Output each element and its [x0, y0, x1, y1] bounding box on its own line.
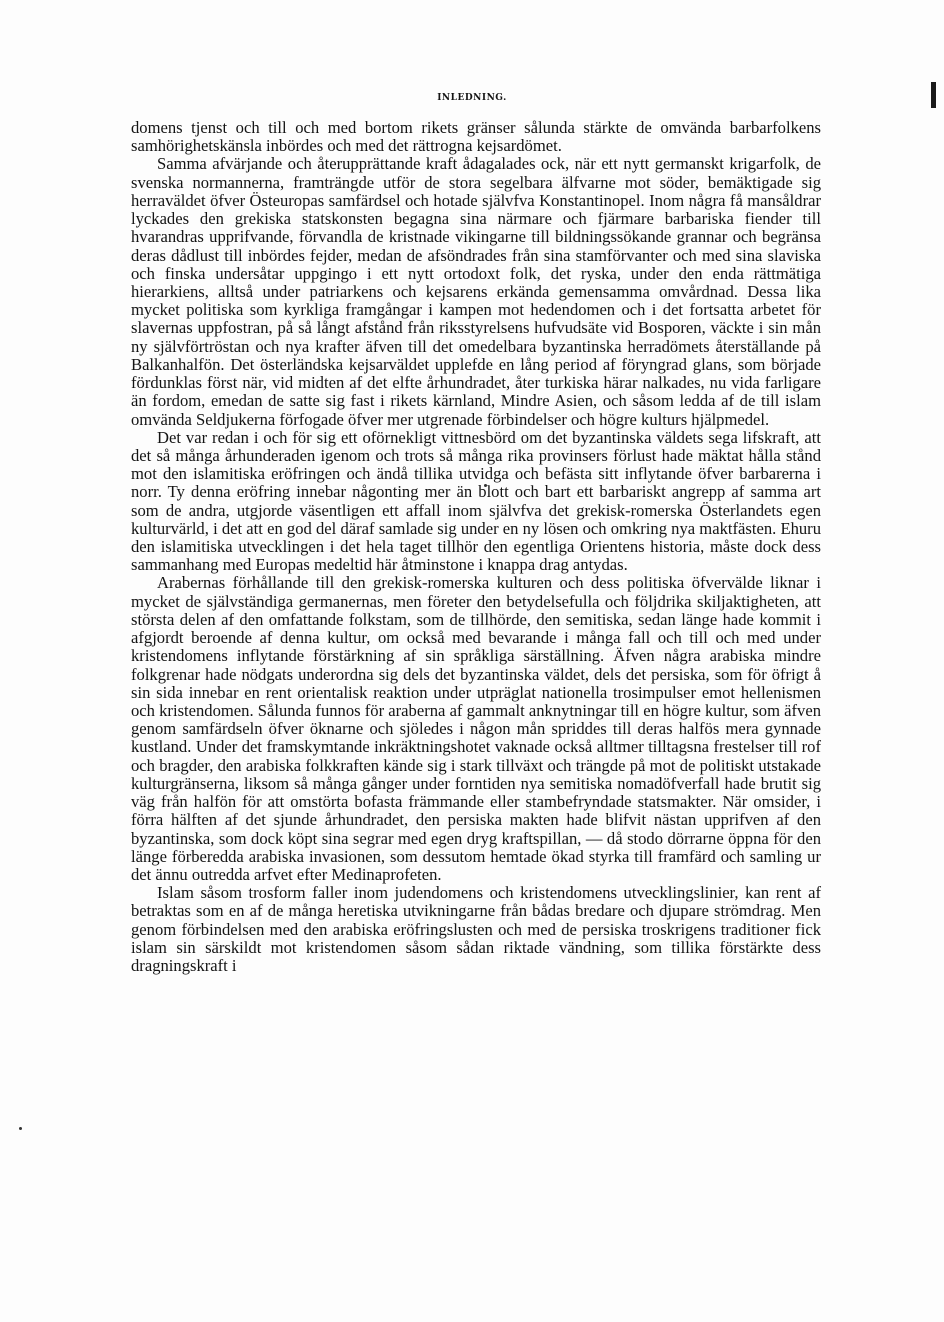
- paragraph: Arabernas förhållande till den grekisk-romerska kulturen och dess politiska öfvervälde liknar i mycket de självständiga germanernas, men företer den betydelsefulla och följdrika skiljaktigheten, att största delen af den omfattande folkstam, som de tillhörde, den semitiska, sedan länge hade kommit i afgjordt beroende af denna kultur, om också med bevarande i många fall och till och med under kristendomens inflytande förstärkning af sin språkliga särställning. Äfven några arabiska mindre folkgrenar hade nödgats underordna sig dels det byzantinska väldet, dels det persiska, som för öfrigt å sin sida innebar en rent orientalisk reaktion under utpräglat nationella trosimpulser emot hellenismen och kristendomen. Sålunda funnos för araberna af gammalt anknytningar till en högre kultur, som äfven genom samfärdseln öfver öknarne och sjöledes i någon mån spriddes till deras halfös mera gynnade kustland. Under det framskymtande inkräktningshotet vaknade också alltmer tilltagsna frestelser till rof och bragder, den arabiska folkkraften kände sig i stark tillväxt och trängde på mot de politiskt utstakade kulturgränserna, liksom så många gånger under forntiden nya semitiska nomadöfverfall hade brutit sig väg från halfön för att omstörta bofasta främmande eller stambefryndade statsmakter. När omsider, i förra hälften af det sjunde århundradet, den persiska makten hade blifvit nästan upprifven af den byzantinska, som dock köpt sina segrar med egen dryg kraftspillan, — då stodo dörrarne öppna för den länge förberedda arabiska invasionen, som dessutom hemtade ökad styrka till framfärd och samling ur det ännu outredda arfvet efter Medinaprofeten.: [131, 573, 821, 884]
- paragraph-continuation: domens tjenst och till och med bortom rikets gränser sålunda stärkte de omvända barbarfolkens samhörighetskänsla inbördes och med det rättrogna kejsardömet.: [131, 118, 821, 156]
- paragraph: Det var redan i och för sig ett oförnekligt vittnesbörd om det byzantinska väldets sega lifskraft, att det så många århunderaden igenom och trots så många rika provinsers förlust hade mäktat hålla stånd mot den islamitiska eröfringen och ändå tillika utvidga och befästa sitt inflytande öfver barbarerna i norr. Ty denna eröfring innebar någonting mer än blott och bart ett barbariskt angrepp af samma art som de andra, utgjorde väsentligen ett affall inom självfva det grekisk-romerska Österlandets egen kulturvärld, i det att en god del däraf samlade sig under en ny lösen och omkring nya maktfästen. Ehuru den islamitiska utvecklingen i det hela taget tillhör den egentliga Orientens historia, måste dock dess sammanhang med Europas medeltid här åtminstone i knappa drag antydas.: [131, 427, 821, 575]
- body-text: [131, 119, 821, 975]
- paragraph: Islam såsom trosform faller inom judendomens och kristendomens utvecklingslinier, kan rent af betraktas som en af de många heretiska utvikningarne från bådas bredare och djupare strömdrag. Men genom förbindelsen med den arabiska eröfringslusten och med de persiska troskrigens traditioner fick islam sin särskildt mot kristendomen såsom sådan riktade vändning, som tillika förstärkte dess dragningskraft i: [131, 883, 821, 976]
- running-header: INLEDNING.: [437, 93, 507, 103]
- ink-speck: [19, 1127, 22, 1130]
- paragraph: Samma afvärjande och återupprättande kraft ådagalades ock, när ett nytt germanskt krigarfolk, de svenska normannerna, framträngde utför de stora segelbara älfvarne mot söder, bemäktigade sig herraväldet öfver Östeuropas samfärdsel och hotade självfva Konstantinopel. Inom några få mansåldrar lyckades den grekiska statskonsten begagna sina närmare och fjärmare barbariska fiender till hvarandras upprifvande, förvandla de kristnade vikingarne till bildningssökande grannar och begränsa deras dådlust till inbördes fejder, medan de afsöndrades från sina stamförvanter och med sina slaviska och finska undersåtar uppgingo i ett nytt ortodoxt folk, det ryska, under den enda rättmätiga hierarkiens, alltså under patriarkens och kejsarens erkända gemensamma omvårdnad. Dessa lika mycket politiska som kyrkliga framgångar i kampen mot hedendomen och i det fortsatta arbetet för slavernas uppfostran, på så långt afstånd från riksstyrelsens hufvudsäte vid Bosporen, väckte i sin mån ny självförtröstan och nya krafter äfven till det omedelbara byzantinska herradömets återställande på Balkanhalfön. Det österländska kejsarväldet upplefde en lång period af föryngrad glans, som började fördunklas först när, vid midten af det elfte århundradet, åter turkiska härar nalkades, nu vida farligare än fordom, emedan de satte sig fast i rikets kärnland, Mindre Asien, och såsom ledda af de till islam omvända Seldjukerna förfogade öfver mer utgrenade förbindelser och högre kulturs hjälpmedel.: [131, 154, 821, 429]
